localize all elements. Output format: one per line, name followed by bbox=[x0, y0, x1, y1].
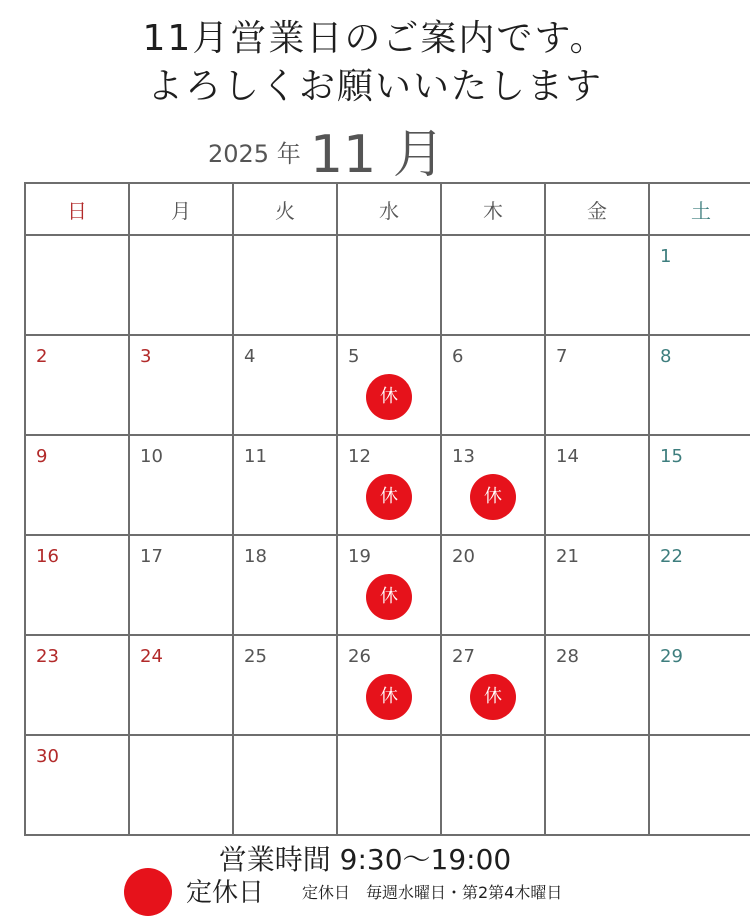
day-number: 13 bbox=[452, 446, 475, 467]
calendar-week-row bbox=[25, 635, 750, 735]
calendar-day-cell bbox=[337, 735, 441, 835]
closed-dot-icon bbox=[124, 868, 172, 916]
calendar-day-cell bbox=[337, 235, 441, 335]
calendar-day-cell bbox=[337, 635, 441, 735]
calendar-day-cell bbox=[129, 235, 233, 335]
weekday-thu: 木 bbox=[441, 183, 545, 235]
calendar-day-cell bbox=[129, 635, 233, 735]
day-number: 2 bbox=[36, 346, 48, 367]
closed-day-badge: 休 bbox=[366, 474, 412, 520]
day-number: 15 bbox=[660, 446, 683, 467]
calendar-day-cell bbox=[545, 435, 649, 535]
calendar-day-cell bbox=[129, 435, 233, 535]
day-number: 5 bbox=[348, 346, 360, 367]
year-label: 2025 年 bbox=[208, 140, 301, 168]
calendar-day-cell bbox=[649, 335, 750, 435]
calendar-day-cell bbox=[233, 335, 337, 435]
day-number: 10 bbox=[140, 446, 163, 467]
calendar-grid bbox=[24, 182, 750, 836]
closed-day-badge: 休 bbox=[366, 674, 412, 720]
day-number: 17 bbox=[140, 546, 163, 567]
weekday-sun: 日 bbox=[25, 183, 129, 235]
calendar-week-row bbox=[25, 735, 750, 835]
day-number: 27 bbox=[452, 646, 475, 667]
calendar-week-row bbox=[25, 235, 750, 335]
notice-title: 11月営業日のご案内です。 bbox=[142, 18, 608, 59]
calendar-day-cell bbox=[441, 435, 545, 535]
day-number: 1 bbox=[660, 246, 672, 267]
calendar-day-cell bbox=[233, 635, 337, 735]
calendar-day-cell bbox=[441, 735, 545, 835]
day-number: 3 bbox=[140, 346, 152, 367]
weekday-tue: 火 bbox=[233, 183, 337, 235]
calendar-day-cell bbox=[129, 535, 233, 635]
day-number: 29 bbox=[660, 646, 683, 667]
closed-day-badge: 休 bbox=[366, 374, 412, 420]
day-number: 18 bbox=[244, 546, 267, 567]
day-number: 12 bbox=[348, 446, 371, 467]
calendar-day-cell bbox=[545, 335, 649, 435]
calendar-day-cell bbox=[441, 335, 545, 435]
day-number: 7 bbox=[556, 346, 568, 367]
day-number: 11 bbox=[244, 446, 267, 467]
legend-label: 定休日 bbox=[186, 878, 265, 908]
day-number: 21 bbox=[556, 546, 579, 567]
calendar-day-cell bbox=[545, 635, 649, 735]
calendar-day-cell bbox=[649, 435, 750, 535]
calendar-day-cell bbox=[25, 635, 129, 735]
day-number: 9 bbox=[36, 446, 48, 467]
month-label: 11 月 bbox=[310, 125, 445, 185]
calendar-day-cell bbox=[233, 235, 337, 335]
calendar-day-cell bbox=[545, 235, 649, 335]
notice-subtitle: よろしくお願いいたします bbox=[146, 66, 603, 107]
calendar-day-cell bbox=[441, 635, 545, 735]
day-number: 19 bbox=[348, 546, 371, 567]
calendar-day-cell bbox=[129, 335, 233, 435]
day-number: 6 bbox=[452, 346, 464, 367]
day-number: 4 bbox=[244, 346, 256, 367]
weekday-fri: 金 bbox=[545, 183, 649, 235]
calendar-day-cell bbox=[441, 235, 545, 335]
weekday-wed: 水 bbox=[337, 183, 441, 235]
day-number: 25 bbox=[244, 646, 267, 667]
closed-day-badge: 休 bbox=[366, 574, 412, 620]
calendar-day-cell bbox=[337, 435, 441, 535]
day-number: 28 bbox=[556, 646, 579, 667]
calendar-week-row bbox=[25, 335, 750, 435]
calendar-day-cell bbox=[25, 235, 129, 335]
calendar-day-cell bbox=[337, 335, 441, 435]
weekday-header-row bbox=[25, 183, 750, 235]
calendar-day-cell bbox=[337, 535, 441, 635]
calendar-week-row bbox=[25, 435, 750, 535]
calendar-day-cell bbox=[233, 535, 337, 635]
calendar-day-cell bbox=[545, 535, 649, 635]
weekday-sat: 土 bbox=[649, 183, 750, 235]
calendar-day-cell bbox=[441, 535, 545, 635]
calendar-day-cell bbox=[649, 235, 750, 335]
day-number: 23 bbox=[36, 646, 59, 667]
calendar-day-cell bbox=[649, 535, 750, 635]
calendar-day-cell bbox=[25, 335, 129, 435]
calendar-day-cell bbox=[649, 635, 750, 735]
day-number: 30 bbox=[36, 746, 59, 767]
day-number: 16 bbox=[36, 546, 59, 567]
calendar-day-cell bbox=[233, 735, 337, 835]
day-number: 8 bbox=[660, 346, 672, 367]
calendar-day-cell bbox=[25, 535, 129, 635]
day-number: 20 bbox=[452, 546, 475, 567]
day-number: 26 bbox=[348, 646, 371, 667]
closed-day-badge: 休 bbox=[470, 674, 516, 720]
calendar-day-cell bbox=[25, 435, 129, 535]
business-hours: 営業時間 9:30～19:00 bbox=[218, 843, 512, 876]
day-number: 14 bbox=[556, 446, 579, 467]
weekday-mon: 月 bbox=[129, 183, 233, 235]
calendar-day-cell bbox=[233, 435, 337, 535]
calendar-week-row bbox=[25, 535, 750, 635]
legend-description: 定休日 毎週水曜日・第2第4木曜日 bbox=[302, 883, 563, 902]
calendar-day-cell bbox=[649, 735, 750, 835]
day-number: 24 bbox=[140, 646, 163, 667]
closed-day-badge: 休 bbox=[470, 474, 516, 520]
calendar-day-cell bbox=[545, 735, 649, 835]
calendar-day-cell bbox=[129, 735, 233, 835]
day-number: 22 bbox=[660, 546, 683, 567]
calendar-day-cell bbox=[25, 735, 129, 835]
